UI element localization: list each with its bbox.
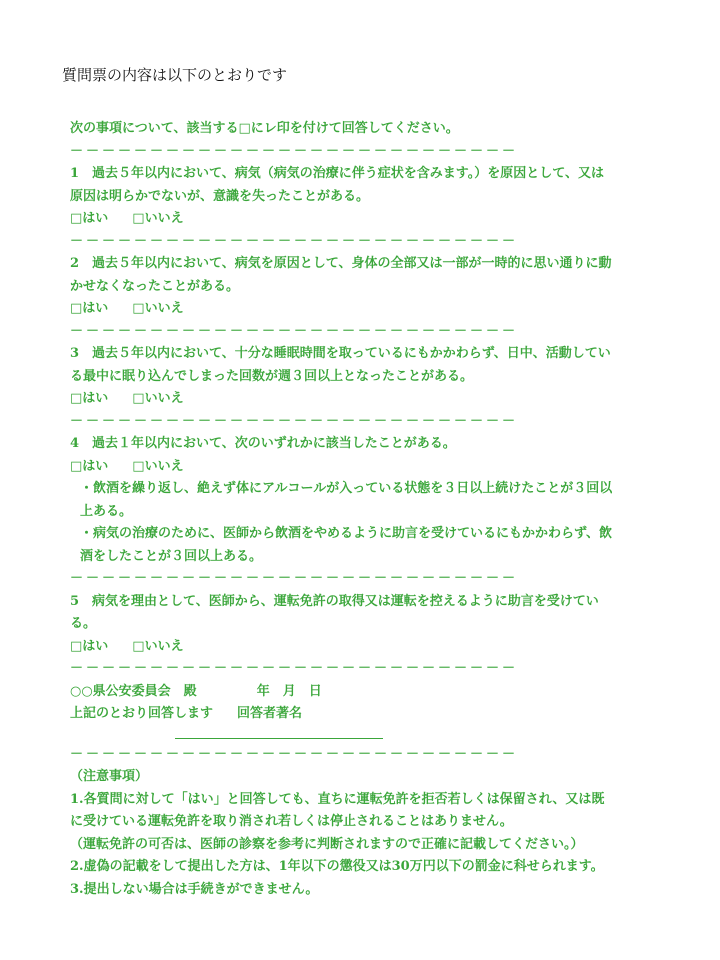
notes-title: （注意事項） (70, 769, 149, 784)
note-1: 1.各質問に対して「はい」と回答しても、直ちに運転免許を拒否若しくは保留され、又は既に受けている運転免許を取り消され若しくは停止されることはありません。 (70, 791, 605, 829)
questionnaire-document (70, 118, 615, 901)
answer-statement: 上記のとおり回答します (70, 706, 214, 721)
separator-line: －－－－－－－－－－－－－－－－－－－－－－－－－－－－ (70, 233, 519, 249)
note-1-supplement: （運転免許の可否は、医師の診察を参考に判断されますので正確に記載してください。） (70, 836, 584, 852)
answer-options-q5 (70, 636, 615, 659)
signature-field[interactable] (70, 726, 615, 744)
checkbox-no-q4[interactable]: □いいえ (132, 458, 184, 474)
checkbox-yes-q4[interactable]: □はい (70, 458, 109, 474)
checkbox-no-q5[interactable]: □いいえ (132, 638, 184, 654)
checkbox-no-q3[interactable]: □いいえ (132, 391, 184, 406)
answer-options-q3 (70, 388, 615, 411)
checkbox-yes-q5[interactable]: □はい (70, 638, 109, 654)
separator-line: －－－－－－－－－－－－－－－－－－－－－－－－－－－－ (70, 571, 519, 586)
question-1: 1 過去５年以内において、病気（病気の治療に伴う症状を含みます。）を原因として、又は原因は明らかでないが、意識を失ったことがある。 (70, 166, 604, 204)
addressee-line (70, 681, 615, 704)
checkbox-no-q1[interactable]: □いいえ (132, 211, 184, 226)
page-heading: 質問票の内容は以下のとおりです (62, 66, 288, 84)
separator-line: －－－－－－－－－－－－－－－－－－－－－－－－－－－－ (70, 413, 519, 429)
question-5: 5 病気を理由として、医師から、運転免許の取得又は運転を控えるように助言を受けている。 (70, 593, 599, 631)
question-4: 4 過去１年以内において、次のいずれかに該当したことがある。 (70, 436, 456, 451)
note-2: 2.虚偽の記載をして提出した方は、1年以下の懲役又は30万円以下の罰金に科せられます。 (70, 859, 604, 874)
question-4-bullet-2: ・病気の治療のために、医師から飲酒をやめるように助言を受けているにもかかわらず、飲酒をしたことが３回以上ある。 (80, 526, 612, 564)
answer-options-q4 (70, 456, 615, 479)
addressee: ○○県公安委員会 殿 (70, 683, 197, 699)
answer-statement-line (70, 703, 615, 726)
separator-line: －－－－－－－－－－－－－－－－－－－－－－－－－－－－ (70, 661, 519, 676)
checkbox-yes-q1[interactable]: □はい (70, 211, 109, 226)
separator-line: －－－－－－－－－－－－－－－－－－－－－－－－－－－－ (70, 143, 519, 159)
note-3: 3.提出しない場合は手続きができません。 (70, 881, 319, 897)
checkbox-yes-q3[interactable]: □はい (70, 391, 109, 406)
separator-line: －－－－－－－－－－－－－－－－－－－－－－－－－－－－ (70, 323, 519, 339)
question-3: 3 過去５年以内において、十分な睡眠時間を取っているにもかかわらず、日中、活動している最中に眠り込んでしまった回数が週３回以上となったことがある。 (70, 346, 611, 384)
checkbox-no-q2[interactable]: □いいえ (132, 301, 184, 316)
answer-options-q2 (70, 298, 615, 321)
separator-line: －－－－－－－－－－－－－－－－－－－－－－－－－－－－ (70, 746, 519, 762)
signature-label: 回答者著名 (237, 706, 303, 721)
question-4-bullet-1: ・飲酒を繰り返し、絶えず体にアルコールが入っている状態を３日以上続けたことが３回以上ある。 (80, 481, 613, 519)
instructions: 次の事項について、該当する□にレ印を付けて回答してください。 (70, 121, 459, 136)
checkbox-yes-q2[interactable]: □はい (70, 301, 109, 316)
date-field[interactable]: 年 月 日 (256, 683, 322, 699)
signature-underline (175, 738, 383, 739)
question-2: 2 過去５年以内において、病気を原因として、身体の全部又は一部が一時的に思い通りに動かせなくなったことがある。 (70, 256, 612, 294)
answer-options-q1 (70, 208, 615, 231)
